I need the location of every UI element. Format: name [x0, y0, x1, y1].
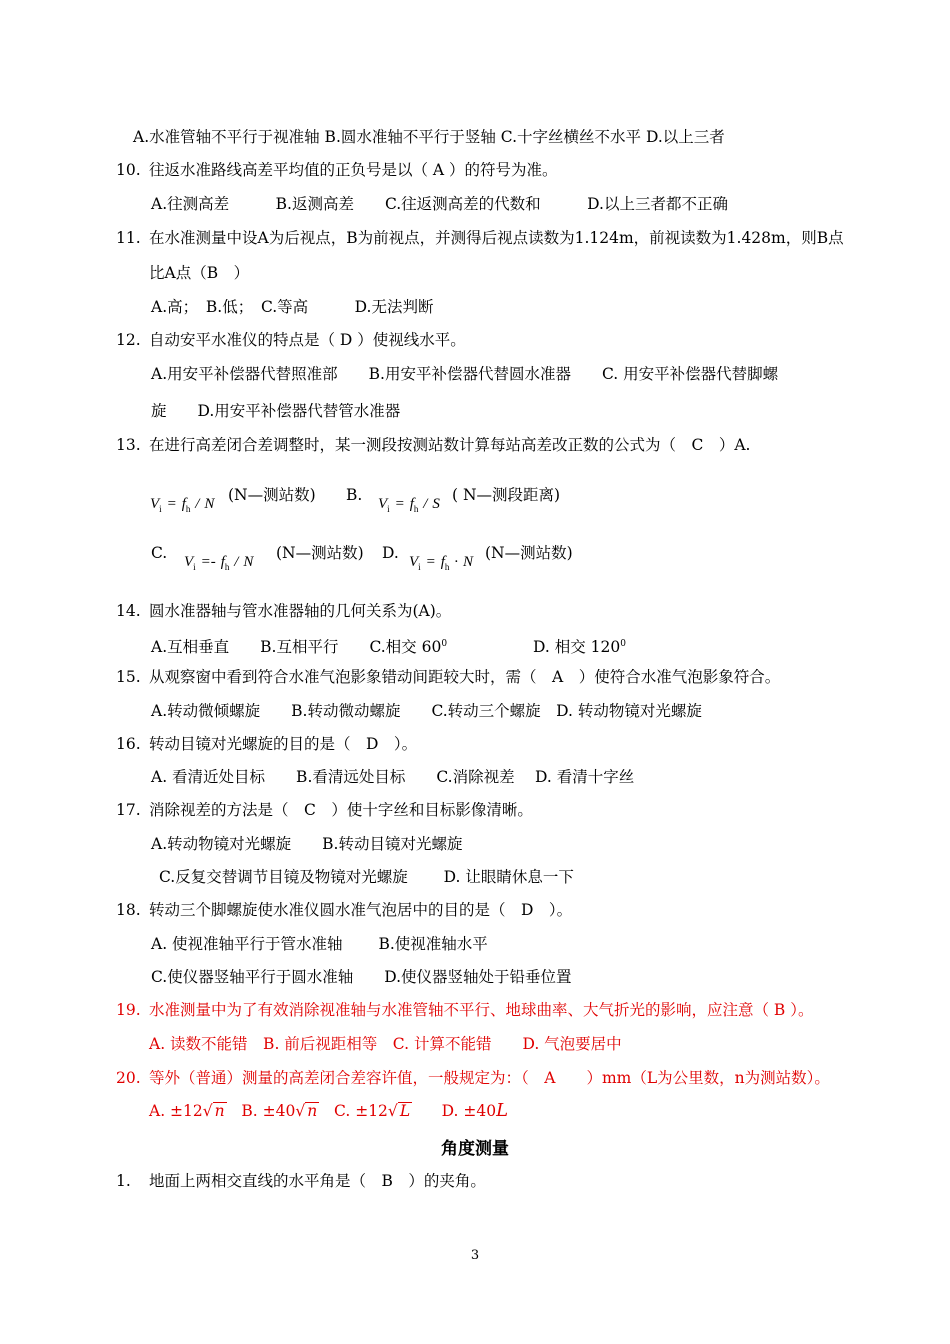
q15-options: A.转动微倾螺旋 B.转动微动螺旋 C.转动三个螺旋 D. 转动物镜对光螺旋	[151, 702, 702, 720]
q20-option-a: A. ±12√ n	[149, 1102, 225, 1120]
q13-formula-b: $V_i = f_h / S$	[378, 496, 440, 514]
q13-c-note: (N—测站数)	[276, 544, 364, 562]
q16-options: A. 看清近处目标 B.看清远处目标 C.消除视差 D. 看清十字丝	[151, 768, 635, 786]
q12-options-line1: A.用安平补偿器代替照准部 B.用安平补偿器代替圆水准器 C. 用安平补偿器代替脚螺	[151, 365, 779, 383]
page-number: 3	[470, 1248, 480, 1263]
q20-stem: 等外（普通）测量的高差闭合差容许值，一般规定为：（ A ）mm（L为公里数，n为测站数）。	[149, 1069, 830, 1087]
q13-formula-c: $V_i =- f_h / N$	[184, 554, 254, 572]
q20-option-b: B. ±40√ n	[241, 1102, 318, 1120]
q13-b-label: B.	[346, 486, 363, 504]
q18-options-line2: C.使仪器竖轴平行于圆水准轴 D.使仪器竖轴处于铅垂位置	[151, 968, 572, 986]
q13-a-note: (N—测站数)	[228, 486, 316, 504]
q10-number: 10.	[116, 161, 141, 179]
q13-d-note: (N—测站数)	[485, 544, 573, 562]
q20-option-c: C. ±12√ L	[334, 1102, 411, 1120]
q20-options	[149, 1100, 508, 1122]
s2-q1-stem: 地面上两相交直线的水平角是（ B ）的夹角。	[149, 1172, 486, 1190]
q19-number: 19.	[116, 1001, 141, 1019]
q11-stem-line2: 比A点（B ）	[149, 264, 250, 282]
q20-option-d: D. ±40L	[441, 1100, 509, 1121]
q18-stem: 转动三个脚螺旋使水准仪圆水准气泡居中的目的是（ D ）。	[149, 901, 573, 919]
q10-options: A.往测高差 B.返测高差 C.往返测高差的代数和 D.以上三者都不正确	[151, 195, 728, 213]
q9-options: A.水准管轴不平行于视准轴 B.圆水准轴不平行于竖轴 C.十字丝横丝不水平 D.以上三者	[133, 128, 725, 146]
q15-stem: 从观察窗中看到符合水准气泡影象错动间距较大时，需（ A ）使符合水准气泡影象符合。	[149, 668, 781, 686]
q11-number: 11.	[116, 229, 141, 247]
q18-number: 18.	[116, 901, 141, 919]
q10-stem: 往返水准路线高差平均值的正负号是以（ A ）的符号为准。	[149, 161, 558, 179]
q13-formula-a: $V_i = f_h / N$	[150, 496, 215, 514]
q20-number: 20.	[116, 1069, 141, 1087]
q16-number: 16.	[116, 735, 141, 753]
q17-number: 17.	[116, 801, 141, 819]
q17-stem: 消除视差的方法是（ C ）使十字丝和目标影像清晰。	[149, 801, 533, 819]
s2-q1-number: 1.	[116, 1172, 131, 1190]
q12-stem: 自动安平水准仪的特点是（ D ）使视线水平。	[149, 331, 466, 349]
q13-formula-d: $V_i = f_h \cdot N$	[409, 554, 473, 572]
q16-stem: 转动目镜对光螺旋的目的是（ D ）。	[149, 735, 418, 753]
q13-d-label: D.	[382, 544, 399, 562]
q11-options: A.高； B.低； C.等高 D.无法判断	[151, 298, 434, 316]
q13-c-label: C.	[151, 544, 168, 562]
q14-options-abc: A.互相垂直 B.互相平行 C.相交 $60^0$	[151, 638, 448, 656]
section-title: 角度测量	[441, 1139, 509, 1159]
q19-options: A. 读数不能错 B. 前后视距相等 C. 计算不能错 D. 气泡要居中	[149, 1035, 622, 1053]
q17-options-line2: C.反复交替调节目镜及物镜对光螺旋 D. 让眼睛休息一下	[159, 868, 574, 886]
q19-stem: 水准测量中为了有效消除视准轴与水准管轴不平行、地球曲率、大气折光的影响，应注意（ B ）。	[149, 1001, 814, 1019]
q15-number: 15.	[116, 668, 141, 686]
q13-stem: 在进行高差闭合差调整时，某一测段按测站数计算每站高差改正数的公式为（ C ）A.	[149, 436, 751, 454]
q11-stem-line1: 在水准测量中设A为后视点，B为前视点，并测得后视点读数为1.124m，前视读数为1.428m，则B点	[149, 229, 844, 247]
q17-options-line1: A.转动物镜对光螺旋 B.转动目镜对光螺旋	[151, 835, 463, 853]
q14-stem: 圆水准器轴与管水准器轴的几何关系为(A)。	[149, 602, 452, 620]
q18-options-line1: A. 使视准轴平行于管水准轴 B.使视准轴水平	[151, 935, 488, 953]
q12-number: 12.	[116, 331, 141, 349]
q14-number: 14.	[116, 602, 141, 620]
q13-number: 13.	[116, 436, 141, 454]
q12-options-line2: 旋 D.用安平补偿器代替管水准器	[151, 402, 401, 420]
q14-option-d: D. 相交 $120^0$	[533, 638, 626, 656]
q13-b-note: ( N—测段距离)	[452, 486, 561, 504]
